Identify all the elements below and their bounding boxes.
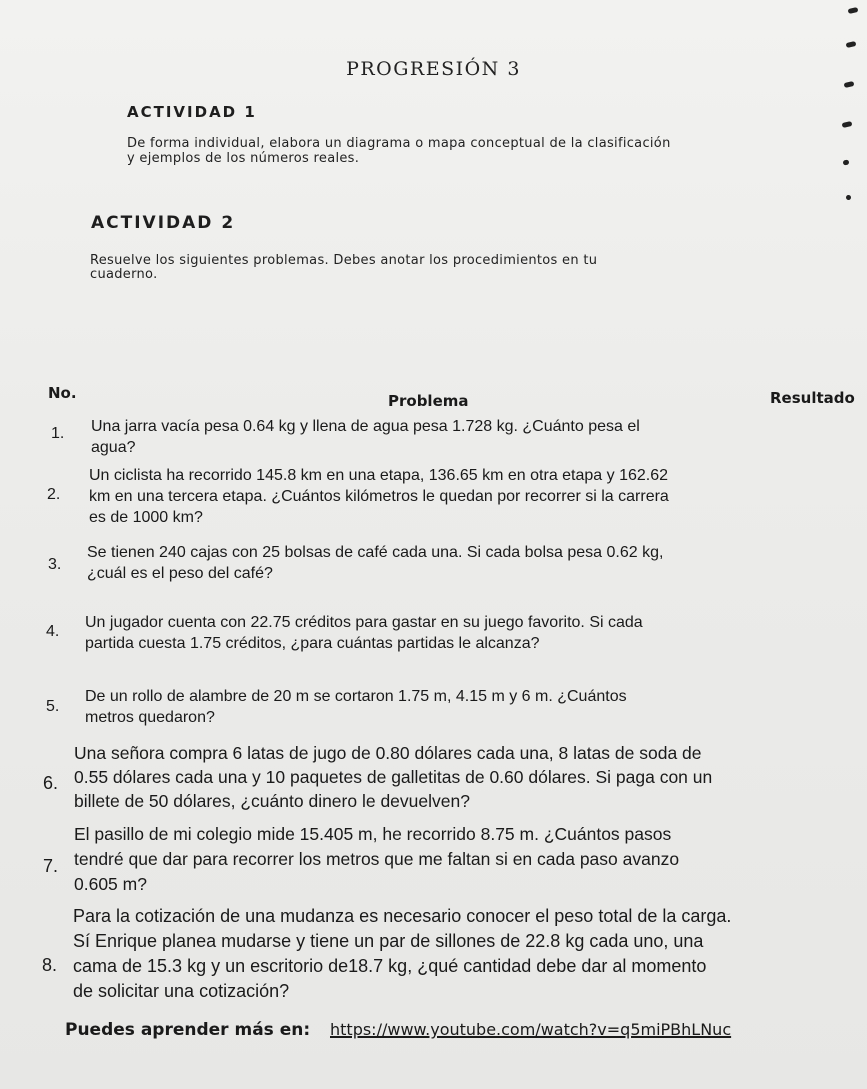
problem-number: 2.: [47, 486, 61, 503]
problem-number: 3.: [48, 556, 62, 573]
binding-mark: [842, 121, 853, 128]
problem-line: De un rollo de alambre de 20 m se cortaron 1.75 m, 4.15 m y 6 m. ¿Cuántos: [85, 688, 627, 705]
problem-line: Un ciclista ha recorrido 145.8 km en una etapa, 136.65 km en otra etapa y 162.62: [89, 467, 669, 484]
binding-mark: [843, 159, 850, 165]
problem-line: Para la cotización de una mudanza es necesario conocer el peso total de la carga.: [73, 906, 732, 926]
table-header-problema: Problema: [388, 392, 469, 410]
problem-line: Una jarra vacía pesa 0.64 kg y llena de agua pesa 1.728 kg. ¿Cuánto pesa el: [91, 418, 640, 435]
problem-number: 6.: [43, 773, 59, 793]
binding-mark: [848, 7, 859, 14]
youtube-link[interactable]: https://www.youtube.com/watch?v=q5miPBhLNuc: [330, 1020, 732, 1039]
problem-line: km en una tercera etapa. ¿Cuántos kilómetros le quedan por recorrer si la carrera: [89, 488, 669, 505]
problem-line: partida cuesta 1.75 créditos, ¿para cuántas partidas le alcanza?: [85, 635, 540, 652]
activity-1-heading: ACTIVIDAD 1: [127, 103, 257, 121]
problem-line: Una señora compra 6 latas de jugo de 0.80 dólares cada una, 8 latas de soda de: [74, 743, 702, 763]
problem-line: cama de 15.3 kg y un escritorio de18.7 kg, ¿qué cantidad debe dar al momento: [73, 956, 707, 976]
problem-number: 7.: [43, 856, 59, 876]
activity-2-line-2: cuaderno.: [90, 267, 158, 282]
problem-number: 5.: [46, 698, 60, 715]
binding-mark: [846, 41, 857, 48]
problem-text: [91, 416, 640, 458]
problem-number: 4.: [46, 623, 60, 640]
problem-line: ¿cuál es el peso del café?: [87, 565, 273, 582]
footer-label: Puedes aprender más en:: [65, 1020, 311, 1040]
problem-line: billete de 50 dólares, ¿cuánto dinero le devuelven?: [74, 791, 470, 811]
problem-text: [73, 904, 731, 1004]
problem-line: de solicitar una cotización?: [73, 981, 290, 1001]
page-title: PROGRESIÓN 3: [346, 58, 521, 80]
activity-1-line-2: y ejemplos de los números reales.: [127, 151, 360, 166]
problem-text: [87, 542, 663, 584]
problem-line: tendré que dar para recorrer los metros que me faltan si en cada paso avanzo: [74, 849, 680, 869]
activity-2-heading: ACTIVIDAD 2: [91, 213, 236, 233]
table-header-no: No.: [48, 384, 77, 402]
table-header-resultado: Resultado: [770, 389, 855, 407]
binding-mark: [844, 81, 855, 88]
problem-number: 1.: [51, 425, 65, 442]
binding-mark: [846, 195, 852, 201]
problem-line: 0.55 dólares cada una y 10 paquetes de galletitas de 0.60 dólares. Si paga con un: [74, 767, 713, 787]
problem-line: es de 1000 km?: [89, 509, 203, 526]
problem-text: [85, 686, 627, 728]
activity-1-line-1: De forma individual, elabora un diagrama o mapa conceptual de la clasificación: [127, 136, 671, 151]
problem-line: El pasillo de mi colegio mide 15.405 m, he recorrido 8.75 m. ¿Cuántos pasos: [74, 824, 672, 844]
problem-line: Un jugador cuenta con 22.75 créditos para gastar en su juego favorito. Si cada: [85, 614, 643, 631]
problem-text: [74, 822, 679, 897]
activity-2-line-1: Resuelve los siguientes problemas. Debes anotar los procedimientos en tu: [90, 253, 598, 268]
problem-line: agua?: [91, 439, 136, 456]
problem-line: Sí Enrique planea mudarse y tiene un par de sillones de 22.8 kg cada uno, una: [73, 931, 704, 951]
problem-text: [85, 612, 643, 654]
problem-number: 8.: [42, 955, 58, 975]
problem-line: metros quedaron?: [85, 709, 215, 726]
problem-text: [74, 741, 712, 813]
problem-text: [89, 465, 669, 528]
problem-line: 0.605 m?: [74, 874, 147, 894]
problem-line: Se tienen 240 cajas con 25 bolsas de café cada una. Si cada bolsa pesa 0.62 kg,: [87, 544, 664, 561]
